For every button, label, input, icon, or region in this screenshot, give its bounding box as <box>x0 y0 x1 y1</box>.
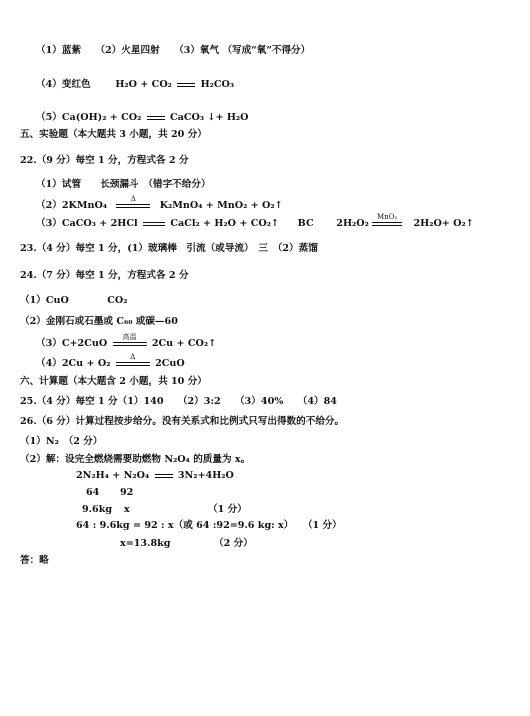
equation-left: （3）C+2CuO <box>36 338 108 349</box>
equation-right-2: 2H₂O+ O₂↑ <box>413 218 474 229</box>
reaction-arrow <box>116 352 150 366</box>
equation-right: K₂MnO₄ + MnO₂ + O₂↑ <box>159 200 283 211</box>
equation-right: CaCl₂ + H₂O + CO₂↑ <box>170 218 279 229</box>
question-26-header: 26.（6 分）计算过程按步给分。没有关系式和比例式只写出得数的不给分。 <box>20 416 345 427</box>
question-22-header: 22.（9 分）每空 1 分，方程式各 2 分 <box>20 155 189 166</box>
question-24-header: 24.（7 分）每空 1 分，方程式各 2 分 <box>20 270 189 281</box>
question-26-part-2: （2）解：设完全燃烧需要助燃物 N₂O₄ 的质量为 x。 <box>20 454 251 465</box>
question-24-part-3 <box>36 332 217 350</box>
equation-right: 2Cu + CO₂↑ <box>151 338 217 349</box>
question-25: 25.（4 分）每空 1 分（1）140 （2）3:2 （3）40% （4）84 <box>20 396 337 407</box>
equals-sign <box>143 222 165 226</box>
proportion-line: 64 : 9.6kg = 92 : x（或 64 :92=9.6 kg: x） （1 分） <box>76 520 342 531</box>
reaction-arrow <box>372 212 402 226</box>
answer-line-4 <box>36 79 234 91</box>
reaction-arrow <box>113 332 147 346</box>
section-heading-6: 六、计算题（本大题含 2 小题，共 10 分） <box>20 376 207 387</box>
equation-left: H₂O + CO₂ <box>115 79 172 90</box>
equation-right: 3N₂+4H₂O <box>177 470 234 481</box>
molar-mass-n2h4: 64 <box>86 487 100 498</box>
equals-sign <box>147 116 165 120</box>
result-points: （2 分） <box>214 538 253 549</box>
section-heading-5: 五、实验题（本大题共 3 小题，共 20 分） <box>20 129 207 140</box>
reaction-equation <box>76 470 234 482</box>
question-24-part-4 <box>36 352 185 370</box>
equation-right: 2CuO <box>155 358 185 369</box>
points-note: （1 分） <box>208 504 247 515</box>
answer-text: （4）变红色 <box>36 79 91 90</box>
equation-left: （3）CaCO₃ + 2HCl <box>36 218 138 229</box>
question-22-part-3 <box>36 212 474 230</box>
question-23: 23.（4 分）每空 1 分，(1）玻璃棒 引流（或导流） 三 （2）蒸馏 <box>20 243 318 254</box>
heat-condition: Δ <box>130 352 136 361</box>
equals-sign <box>177 83 195 87</box>
known-mass: 9.6kg <box>82 504 113 515</box>
question-22-part-2 <box>36 194 283 212</box>
answer-line-5 <box>36 112 248 124</box>
question-26-part-1: （1）N₂ （2 分） <box>20 436 103 447</box>
molar-mass-n2o4: 92 <box>120 487 134 498</box>
question-24-part-2: （2）金刚石或石墨或 C₆₀ 或碳—60 <box>20 316 178 327</box>
high-temperature-condition: 高温 <box>122 332 137 341</box>
unknown-mass: x <box>124 504 130 515</box>
equation-left-2: 2H₂O₂ <box>336 218 369 229</box>
answer-choice: BC <box>297 218 314 229</box>
question-22-part-1: （1）试管 长颈漏斗 （错字不给分） <box>36 179 211 190</box>
equation-left: （4）2Cu + O₂ <box>36 358 111 369</box>
reaction-arrow <box>116 194 150 208</box>
question-24-part-1: （1）CuO CO₂ <box>20 295 128 306</box>
catalyst-condition: MnO₂ <box>377 212 398 221</box>
equation-right: H₂CO₃ <box>200 79 235 90</box>
equation-left: （5）Ca(OH)₂ + CO₂ <box>36 112 142 123</box>
equation-left: （2）2KMnO₄ <box>36 200 108 211</box>
final-answer: 答：略 <box>20 555 49 566</box>
heat-condition: Δ <box>130 194 136 203</box>
equals-sign <box>155 474 173 478</box>
answer-line-1: （1）蓝紫 （2）火星四射 （3）氧气 （写成“氧”不得分） <box>36 45 311 56</box>
equation-left: 2N₂H₄ + N₂O₄ <box>76 470 150 481</box>
equation-right: CaCO₃ ↓+ H₂O <box>170 112 249 123</box>
result-value: x=13.8kg <box>120 538 171 549</box>
